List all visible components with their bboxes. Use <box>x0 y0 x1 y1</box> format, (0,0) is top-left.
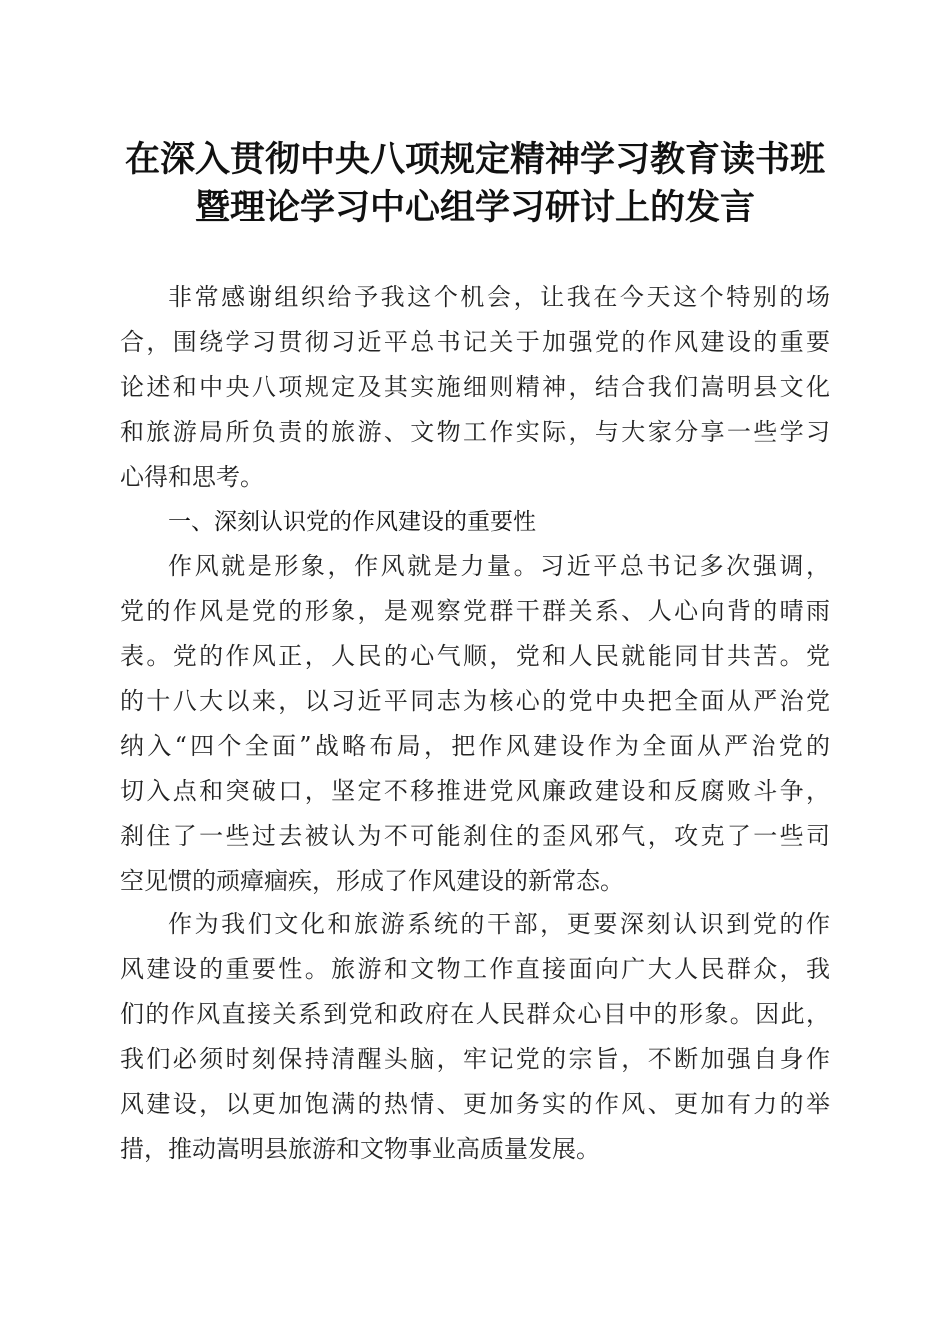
paragraph-1-line-2: 合，围绕学习贯彻习近平总书记关于加强党的作风建设的重要 <box>120 328 830 356</box>
paragraph-1-line-5: 心得和思考。 <box>120 463 264 491</box>
paragraph-2-line-1: 作风就是形象，作风就是力量。习近平总书记多次强调， <box>168 552 830 580</box>
paragraph-3-line-4: 我们必须时刻保持清醒头脑，牢记党的宗旨，不断加强自身作 <box>120 1045 830 1073</box>
paragraph-3-line-5: 风建设，以更加饱满的热情、更加务实的作风、更加有力的举 <box>120 1090 830 1118</box>
paragraph-3-line-3: 们的作风直接关系到党和政府在人民群众心目中的形象。因此， <box>120 1000 830 1028</box>
paragraph-2-line-2: 党的作风是党的形象，是观察党群干群关系、人心向背的晴雨 <box>120 597 830 625</box>
document-title-line-1: 在深入贯彻中央八项规定精神学习教育读书班 <box>124 139 825 180</box>
paragraph-2-line-7: 刹住了一些过去被认为不可能刹住的歪风邪气，攻克了一些司 <box>120 822 830 850</box>
paragraph-2-line-6: 切入点和突破口，坚定不移推进党风廉政建设和反腐败斗争， <box>120 777 830 805</box>
paragraph-2-line-5: 纳入“四个全面”战略布局，把作风建设作为全面从严治党的 <box>120 732 830 760</box>
paragraph-1-line-1: 非常感谢组织给予我这个机会，让我在今天这个特别的场 <box>168 283 830 311</box>
section-heading-1: 一、深刻认识党的作风建设的重要性 <box>168 509 536 535</box>
paragraph-3-line-6: 措，推动嵩明县旅游和文物事业高质量发展。 <box>120 1135 600 1163</box>
paragraph-2-line-4: 的十八大以来，以习近平同志为核心的党中央把全面从严治党 <box>120 687 830 715</box>
paragraph-3-line-2: 风建设的重要性。旅游和文物工作直接面向广大人民群众，我 <box>120 955 830 983</box>
document-title-line-2: 暨理论学习中心组学习研讨上的发言 <box>194 187 755 228</box>
paragraph-1-line-3: 论述和中央八项规定及其实施细则精神，结合我们嵩明县文化 <box>120 373 830 401</box>
paragraph-2-line-8: 空见惯的顽瘴痼疾，形成了作风建设的新常态。 <box>120 867 624 895</box>
paragraph-2-line-3: 表。党的作风正，人民的心气顺，党和人民就能同甘共苦。党 <box>120 642 830 670</box>
paragraph-3-line-1: 作为我们文化和旅游系统的干部，更要深刻认识到党的作 <box>168 910 830 938</box>
paragraph-1-line-4: 和旅游局所负责的旅游、文物工作实际，与大家分享一些学习 <box>120 418 830 446</box>
